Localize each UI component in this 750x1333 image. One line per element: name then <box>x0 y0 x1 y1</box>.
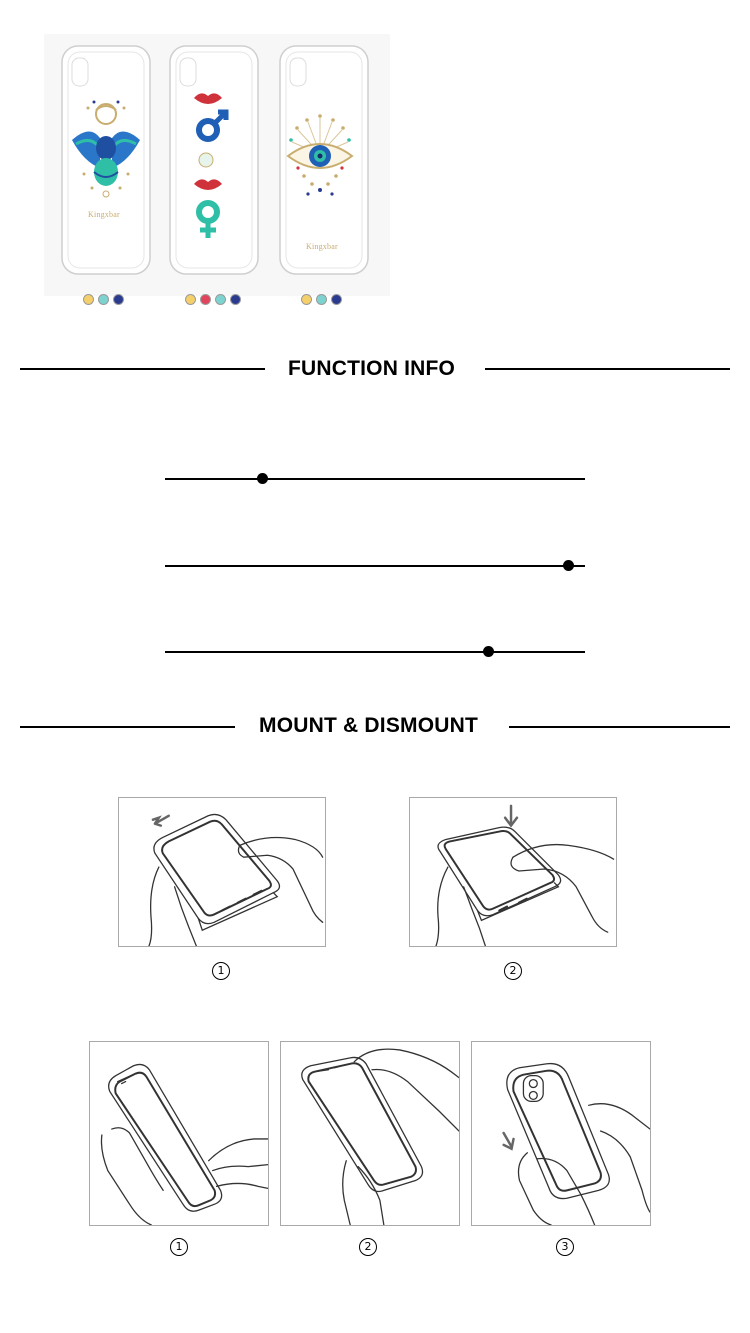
section-divider-right <box>509 726 730 728</box>
brand-mark: Kingxbar <box>306 242 338 251</box>
section-title-mount-dismount: MOUNT & DISMOUNT <box>259 714 479 737</box>
color-swatch[interactable] <box>301 294 312 305</box>
color-swatches-evil-eye <box>301 294 342 306</box>
step-number: 1 <box>170 1238 188 1256</box>
section-divider-right <box>485 368 730 370</box>
phone-case-evil-eye <box>278 44 370 276</box>
color-swatch[interactable] <box>316 294 327 305</box>
section-title-function-info: FUNCTION INFO <box>288 357 456 380</box>
color-swatch[interactable] <box>230 294 241 305</box>
step-number: 1 <box>212 962 230 980</box>
step-number: 3 <box>556 1238 574 1256</box>
dismount-step-2-illustration <box>280 1041 460 1226</box>
color-swatch[interactable] <box>200 294 211 305</box>
color-swatches-scarab <box>83 294 124 306</box>
mount-step-2-illustration <box>409 797 617 947</box>
color-swatch[interactable] <box>185 294 196 305</box>
product-image-strip <box>44 34 390 296</box>
color-swatch[interactable] <box>113 294 124 305</box>
dismount-step-3-illustration <box>471 1041 651 1226</box>
section-divider-left <box>20 726 235 728</box>
function-slider <box>165 651 585 653</box>
phone-case-scarab <box>60 44 152 276</box>
color-swatch[interactable] <box>98 294 109 305</box>
color-swatch[interactable] <box>83 294 94 305</box>
slider-knob <box>483 646 494 657</box>
brand-mark: Kingxbar <box>88 210 120 219</box>
function-slider <box>165 565 585 567</box>
color-swatches-gender-symbols <box>185 294 241 306</box>
slider-knob <box>563 560 574 571</box>
color-swatch[interactable] <box>331 294 342 305</box>
step-number: 2 <box>359 1238 377 1256</box>
step-number: 2 <box>504 962 522 980</box>
color-swatch[interactable] <box>215 294 226 305</box>
phone-case-gender-symbols <box>168 44 260 276</box>
slider-knob <box>257 473 268 484</box>
dismount-step-1-illustration <box>89 1041 269 1226</box>
section-divider-left <box>20 368 265 370</box>
mount-step-1-illustration <box>118 797 326 947</box>
function-slider <box>165 478 585 480</box>
